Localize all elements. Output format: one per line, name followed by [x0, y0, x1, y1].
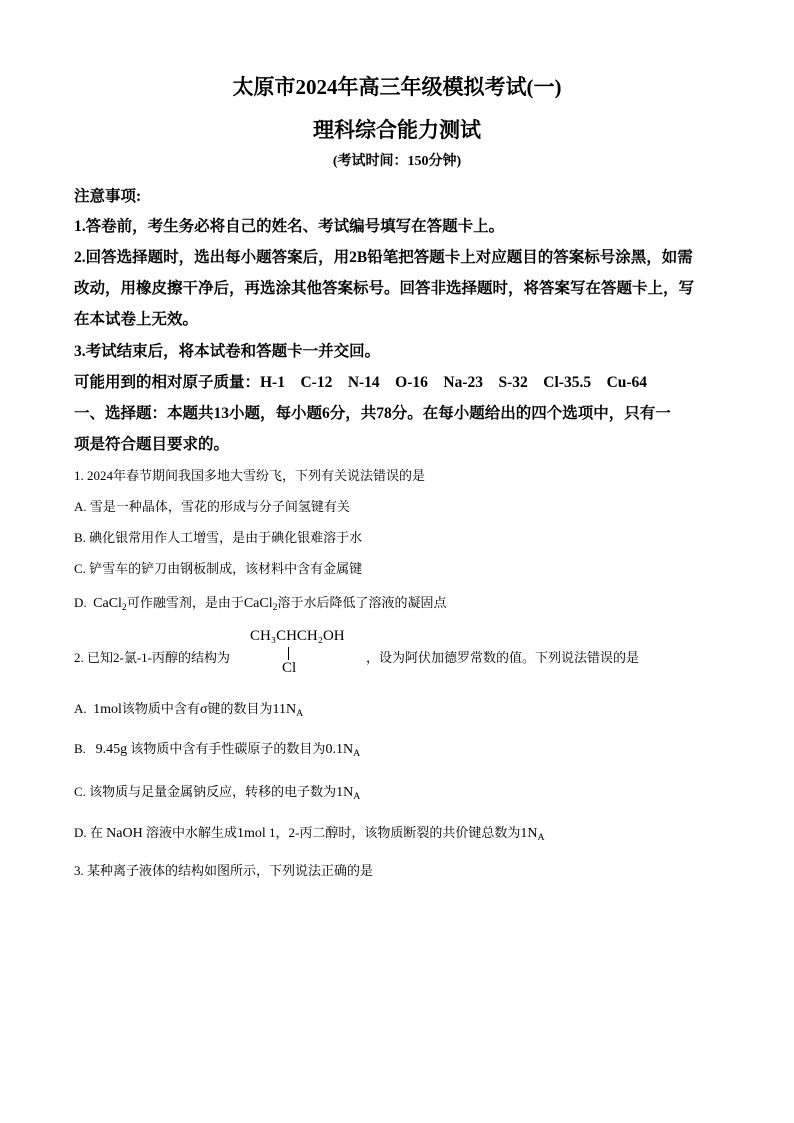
atomic-masses: 可能用到的相对原子质量：H-1 C-12 N-14 O-16 Na-23 S-32 Cl-35.5 Cu-64 — [74, 374, 648, 391]
page-title: 太原市2024年高三年级模拟考试(一) — [232, 75, 562, 99]
note-item-3: 3.考试结束后，将本试卷和答题卡一并交回。 — [74, 343, 381, 360]
note-item-2-cont: 改动，用橡皮擦干净后，再选涂其他答案标号。回答非选择题时，将答案写在答题卡上，写 — [74, 280, 695, 297]
q2-option-c: C. 该物质与足量金属钠反应，转移的电子数为$1N_A$ — [74, 784, 361, 802]
note-item-2: 2.回答选择题时，选出每小题答案后，用2B铅笔把答题卡上对应题目的答案标号涂黑，如需 — [74, 249, 693, 266]
exam-time: (考试时间：150分钟) — [332, 154, 462, 169]
q2-option-b: B. 9.45g 该物质中含有手性碳原子的数目为$0.1N_A$ — [74, 741, 361, 759]
note-item-2-end: 在本试卷上无效。 — [74, 311, 199, 328]
q1-option-b: B. 碘化银常用作人工增雪，是由于碘化银难溶于水 — [74, 530, 363, 545]
q1-stem: 1. 2024年春节期间我国多地大雪纷飞，下列有关说法错误的是 — [74, 468, 426, 483]
section-heading-line1: 一、选择题：本题共13小题，每小题6分，共78分。在每小题给出的四个选项中，只有一 — [74, 405, 671, 422]
q1-option-a: A. 雪是一种晶体，雪花的形成与分子间氢键有关 — [74, 499, 350, 514]
q2-stem-prefix: 2. 已知2-氯-1-丙醇的结构为 — [74, 650, 230, 665]
section-heading-line2: 项是符合题目要求的。 — [74, 436, 230, 453]
q2-structure-bond — [288, 647, 289, 660]
notes-heading: 注意事项: — [74, 188, 142, 205]
q2-structure-substituent: Cl — [282, 660, 297, 676]
note-item-1: 1.答卷前，考生务必将自己的姓名、考试编号填写在答题卡上。 — [74, 218, 505, 235]
q2-stem-suffix: ，设为阿伏加德罗常数的值。下列说法错误的是 — [366, 650, 640, 665]
q2-option-a: A. 1mol该物质中含有σ键的数目为$11N_A$ — [74, 701, 304, 719]
page-subtitle: 理科综合能力测试 — [313, 118, 481, 142]
q1-option-c: C. 铲雪车的铲刀由钢板制成，该材料中含有金属键 — [74, 561, 363, 576]
q3-stem: 3. 某种离子液体的结构如图所示，下列说法正确的是 — [74, 863, 374, 878]
q2-option-d: D. 在 NaOH 溶液中水解生成1mol 1，2-丙二醇时，该物质断裂的共价键总数为$1N_A$ — [74, 825, 545, 843]
q2-structure-main: CH₃CHCH₂OH — [250, 628, 345, 644]
q1-option-d: D. CaCl$_2$可作融雪剂，是由于CaCl$_2$溶于水后降低了溶液的凝固点 — [74, 595, 447, 613]
